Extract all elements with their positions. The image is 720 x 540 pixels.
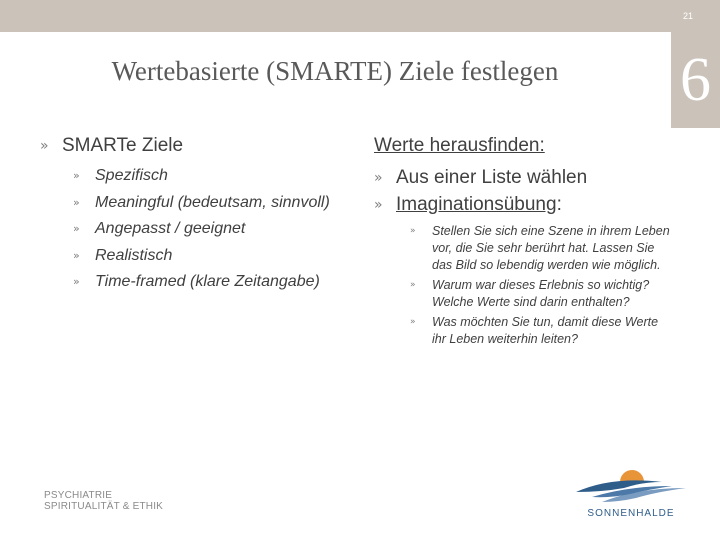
- bullet-icon: »: [73, 222, 80, 235]
- list-item: [73, 246, 330, 267]
- logo-mark-icon: [572, 462, 690, 508]
- list-item-text: Was möchten Sie tun, damit diese Werte ihr Leben weiterhin leiten?: [432, 315, 659, 346]
- list-item-text: Realistisch: [95, 246, 173, 264]
- list-item-text: Time-framed (klare Zeitangabe): [95, 273, 320, 290]
- list-item-text: [396, 193, 562, 217]
- imagination-sublist: [410, 223, 670, 348]
- sonnenhalde-logo: [572, 462, 690, 528]
- left-column: [40, 134, 330, 299]
- list-item-text: Warum war dieses Erlebnis so wichtig? Welche Werte sind darin enthalten?: [432, 278, 650, 309]
- bullet-icon: »: [73, 275, 80, 288]
- top-bar: [0, 0, 720, 32]
- list-item: [73, 166, 330, 187]
- smarte-list: [73, 166, 330, 293]
- list-item-text: Angepasst / geeignet: [95, 220, 246, 237]
- bullet-icon: »: [40, 138, 49, 154]
- bullet-icon: »: [410, 226, 416, 236]
- bullet-icon: »: [73, 248, 80, 262]
- smarte-heading: [40, 134, 330, 158]
- imagination-link-text: Imaginationsübung: [396, 194, 557, 215]
- right-column: [374, 134, 674, 351]
- footer-line-1: PSYCHIATRIE: [44, 490, 113, 501]
- list-item-text: Aus einer Liste wählen: [396, 167, 588, 188]
- list-item: [73, 193, 330, 214]
- bullet-icon: »: [73, 195, 80, 209]
- slide-title: Wertebasierte (SMARTE) Ziele festlegen: [111, 56, 559, 86]
- footer-label: [44, 490, 163, 512]
- bullet-icon: »: [374, 197, 383, 213]
- list-item: [410, 314, 670, 348]
- colon-text: :: [556, 194, 562, 215]
- list-item: [374, 166, 674, 190]
- chapter-tab: 6: [671, 32, 720, 128]
- bullet-icon: »: [73, 169, 80, 182]
- list-item: [410, 277, 670, 311]
- footer-line-2: SPIRITUALITÄT & ETHIK: [44, 501, 164, 512]
- list-item: [73, 219, 330, 240]
- bullet-icon: »: [410, 280, 416, 290]
- list-item-text: Spezifisch: [95, 167, 168, 184]
- list-item: [73, 272, 330, 293]
- werte-heading: Werte herausfinden:: [374, 135, 545, 156]
- bullet-icon: »: [374, 170, 383, 186]
- page-number: 21: [682, 11, 693, 21]
- smarte-heading-text: SMARTe Ziele: [62, 135, 184, 156]
- bullet-icon: »: [410, 317, 416, 327]
- list-item-text: Stellen Sie sich eine Szene in ihrem Leben vor, die Sie sehr berührt hat. Lassen Sie das Bild so lebendig werden wie möglich.: [432, 224, 670, 272]
- list-item-text: Meaningful (bedeutsam, sinnvoll): [95, 193, 330, 211]
- list-item: [374, 193, 674, 217]
- logo-text: SONNENHALDE: [587, 508, 675, 519]
- list-item: [410, 223, 670, 274]
